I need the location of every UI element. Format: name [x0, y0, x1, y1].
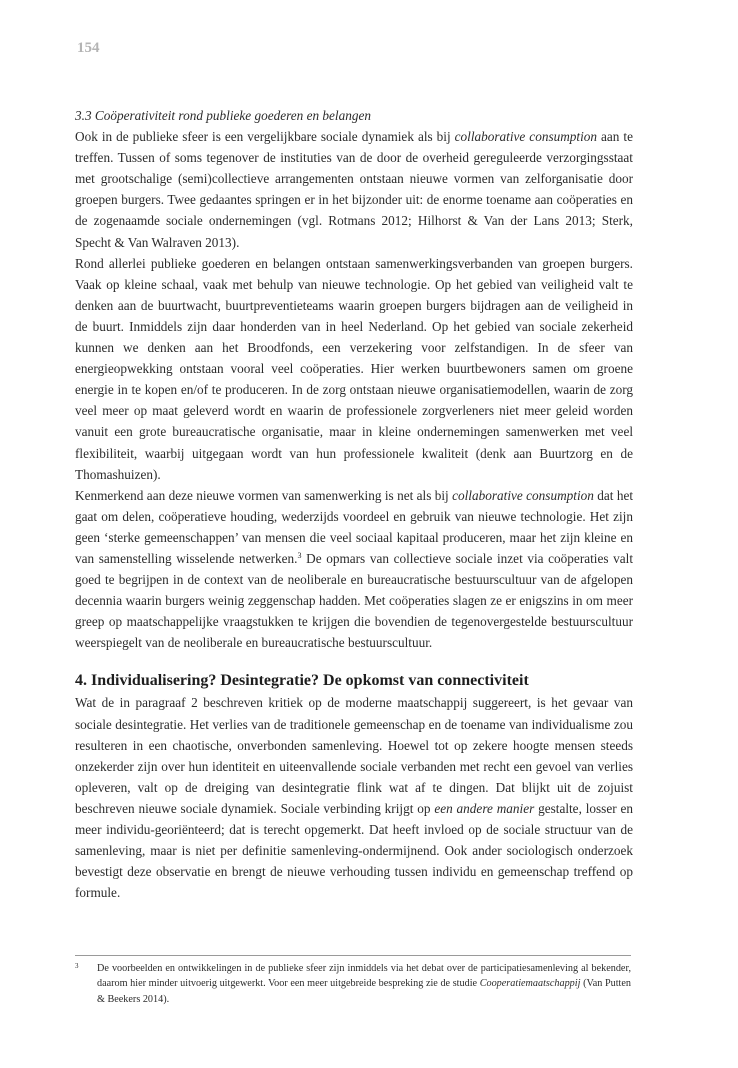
paragraph [75, 126, 633, 253]
footnote-text [97, 961, 631, 1007]
text-run: De opmars van collectieve sociale inzet via coöperaties valt goed te begrijpen in de context van de neoliberale en bureaucratische bestuurscultuur van de afgelopen decennia waarin burgers weinig zeggenschap hadden. Met coöperaties slagen ze er enigszins in om meer greep op maatschappelijke vraagstukken te krijgen die bovendien de tegenovergestelde bestuurscultuur weerspiegelt van de neoliberale en bureaucratische bestuurscultuur. [75, 550, 634, 651]
text-run: gestalte, losser en meer individu-georiënteerd; dat is terecht opgemerkt. Dat heeft invloed op de sociale structuur van de samenleving, maar is niet per definitie samenleving-ondermijnend. Ook ander sociologisch onderzoek bevestigt deze observatie en brengt de nieuwe verhouding tussen individu en gemeenschap treffend op formule. [75, 800, 633, 901]
paragraph [75, 692, 633, 903]
paragraph [75, 485, 633, 654]
paragraph: Rond allerlei publieke goederen en belangen ontstaan samenwerkingsverbanden van groepen burgers. Vaak op kleine schaal, vaak met behulp van nieuwe technologie. Op het gebied van veiligheid valt te denken aan de buurtwacht, buurtpreventieteams waarin groepen burgers bijdragen aan de veiligheid in de buurt. Inmiddels zijn daar honderden van in heel Nederland. Op het gebied van sociale zekerheid kunnen we denken aan het Broodfonds, een verzekering voor zelfstandigen. In de sfeer van energieopwekking ontstaan vooral veel coöperaties. Hier werken buurtbewoners samen om groene energie in te kopen en/of te produceren. In de zorg ontstaan nieuwe organisatiemodellen, waarin de zorg veel meer op maat geleverd wordt en waarin de professionele zorgverleners niet meer geleid worden vanuit een grote bureaucratische organisatie, maar in kleine ondernemingen samenwerken met veel flexibiliteit, waarbij uitgegaan wordt van hun professionele kwaliteit (denk aan Buurtzorg en de Thomashuizen). [75, 255, 633, 482]
text-run: aan te treffen. Tussen of soms tegenover de instituties van de door de overheid gereguleerde verzorgingsstaat met grootschalige (semi)collectieve arrangementen ontstaan nieuwe vormen van zelforganisatie door groepen burgers. Twee gedaantes springen er in het bijzonder uit: de enorme toename aan coöperaties en de zogenaamde sociale ondernemingen (vgl. Rotmans 2012; Hilhorst & Van der Lans 2013; Sterk, Specht & Van Walraven 2013). [75, 129, 633, 250]
footnote-number: 3 [75, 962, 79, 970]
footnote-reference[interactable]: 3 [297, 550, 302, 560]
text-run: dat het gaat om delen, coöperatieve houding, wederzijds voordeel en gebruik van nieuwe technologie. Het zijn geen ‘sterke gemeenschappen’ van mensen die veel sociaal kapitaal produceren, maar het zijn kleine en van samenstelling wisselende netwerken. [75, 487, 634, 566]
italic-term: collaborative consumption [452, 487, 594, 503]
text-run: Wat de in paragraaf 2 beschreven kritiek op de moderne maatschappij suggereert, is het gevaar van sociale desintegratie. Het verlies van de traditionele gemeenschap en de toename van individualisme zou resulteren in een chaotische, onverbonden samenleving. Hoewel tot op zekere hoogte mensen steeds onzekerder zijn over hun identiteit en uiteenvallende sociale verbanden met recht een gevoel van verlies opleveren, valt op de dreiging van desintegratie flink wat af te dingen. Dat blijkt uit de zojuist beschreven nieuwe sociale dynamiek. Sociale verbinding krijgt op [75, 695, 633, 816]
italic-term: collaborative consumption [454, 129, 598, 145]
footnote [75, 961, 631, 1007]
footnote-divider [75, 955, 631, 956]
page-number: 154 [77, 40, 100, 56]
text-run: (Van Putten & Beekers 2014). [97, 978, 631, 1005]
text-run: Kenmerkend aan deze nieuwe vormen van samenwerking is net als bij [75, 487, 453, 503]
text-run: Ook in de publieke sfeer is een vergelijkbare sociale dynamiek als bij [75, 129, 455, 145]
italic-title: Cooperatiemaatschappij [479, 978, 581, 990]
subsection-heading: 3.3 Coöperativiteit rond publieke goederen en belangen [75, 108, 371, 123]
main-content [75, 105, 633, 903]
italic-term: een andere manier [434, 800, 535, 816]
section-heading: 4. Individualisering? Desintegratie? De opkomst van connectiviteit [75, 672, 529, 690]
text-run: De voorbeelden en ontwikkelingen in de publieke sfeer zijn inmiddels via het debat over de participatiesamenleving al bekender, daarom hier minder uitvoerig uitgewerkt. Voor een meer uitgebreide bespreking zie de studie [97, 963, 631, 990]
